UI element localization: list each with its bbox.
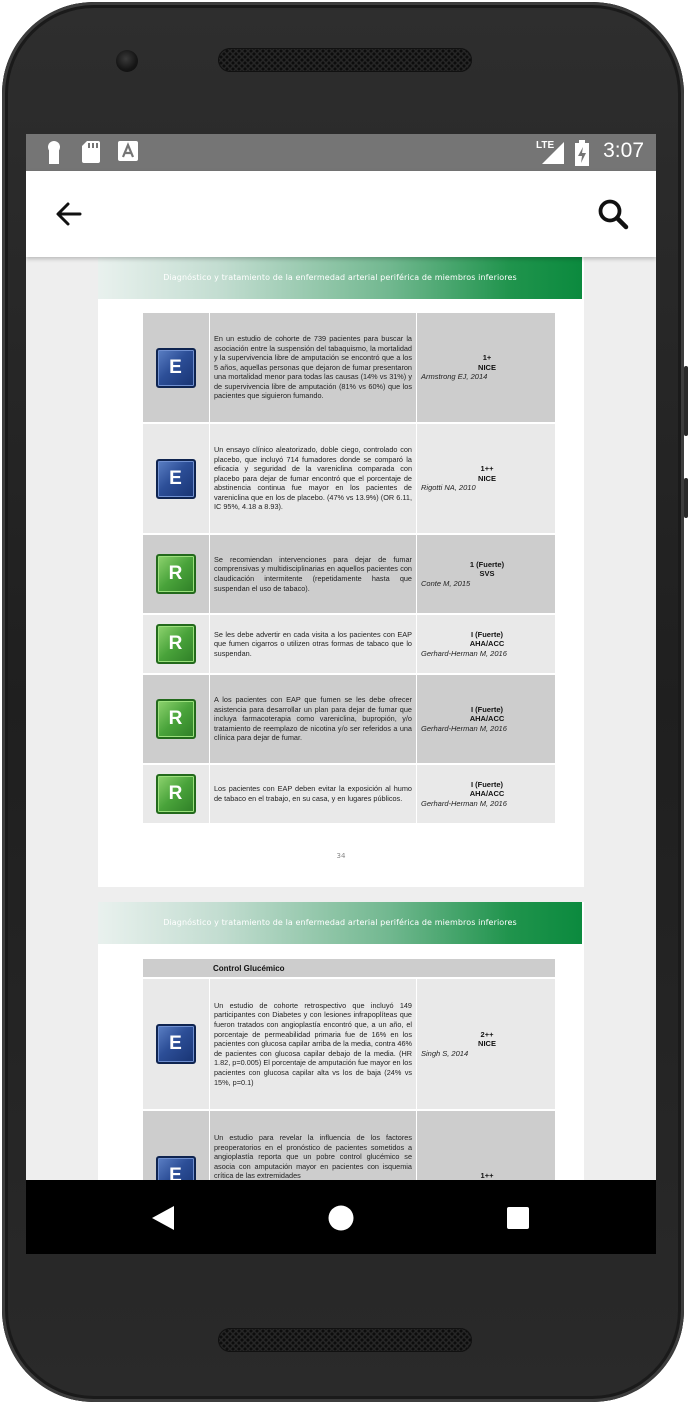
evidence-scale: NICE (478, 1039, 496, 1049)
badge-cell (143, 424, 208, 533)
level-cell (419, 675, 555, 763)
level-cell (419, 979, 555, 1109)
level-cell (419, 765, 555, 823)
level-cell (419, 615, 555, 673)
table-row (143, 615, 555, 673)
text-cell (209, 675, 417, 763)
top-speaker-grille (218, 48, 472, 72)
text-cell (209, 535, 417, 613)
text-cell (209, 979, 417, 1109)
evidence-scale: SVS (479, 569, 495, 579)
text-cell (209, 765, 417, 823)
evidence-level: 1+ (482, 353, 492, 363)
evidence-reference: Singh S, 2014 (421, 1048, 469, 1058)
row-text: Un ensayo clínico aleatorizado, doble ciego, controlado con placebo, que incluyó 714 fumadores donde se comparó la eficacia y seguridad de la vareniclina comparada con placebo para dejar de fumar encontró que el porcentaje de abstinencia continua fue mayor en los pacientes de vareniclina que en los de placebo. (47% vs 13.9%) (OR 6.11, IC 95%, 4.18 a 8.93). (214, 444, 412, 512)
evidence-level: I (Fuerte) (470, 704, 504, 714)
page-number: 34 (336, 852, 346, 860)
sd-card-icon (82, 141, 100, 163)
row-text: Se les debe advertir en cada visita a los pacientes con EAP que fumen cigarros o utilizen otras formas de tabaco que lo suspendan. (214, 629, 412, 658)
power-button (684, 478, 688, 518)
page-header: Diagnóstico y tratamiento de la enfermedad arterial periférica de miembros inferiores (98, 257, 582, 299)
battery-charging-icon (574, 140, 590, 166)
evidence-level: I (Fuerte) (470, 779, 504, 789)
evidence-level: 2++ (480, 1029, 494, 1039)
table-row (143, 675, 555, 763)
recommendation-badge: R (156, 624, 196, 664)
evidence-scale: AHA/ACC (469, 714, 505, 724)
evidence-reference: Gerhard-Herman M, 2016 (421, 648, 507, 658)
evidence-level: I (Fuerte) (470, 629, 504, 639)
row-text: Los pacientes con EAP deben evitar la exposición al humo de tabaco en el trabajo, en su casa, y en lugares públicos. (214, 784, 412, 803)
table-row (143, 1111, 555, 1180)
level-cell (419, 313, 555, 422)
keyhole-icon (46, 141, 62, 165)
status-bar (26, 134, 656, 171)
evidence-reference: Gerhard-Herman M, 2016 (421, 798, 507, 808)
row-text: En un estudio de cohorte de 739 pacientes para buscar la asociación entre la suspensión del tabaquismo, la mortalidad y la supervivencia libre de amputación se encontró que a los 5 años, aquellas personas que dejaron de fumar presentaron una mortalidad menor para todas las causas (14% vs 31%) y de supervivencia libre de amputación (81% vs 60%) que los pacientes que siguieron fumando. (214, 333, 412, 401)
evidence-badge: E (156, 348, 196, 388)
evidence-badge: E (156, 459, 196, 499)
badge-cell (143, 979, 208, 1109)
evidence-reference: Conte M, 2015 (421, 578, 471, 588)
row-text: A los pacientes con EAP que fumen se les debe ofrecer asistencia para desarrollar un plan para dejar de fumar que incluya farmacoterapia como vareniclina, bupropión, y/o tratamiento de reemplazo de nicotina y/o ser referidos a una clínica para dejar de fumar. (214, 695, 412, 743)
level-cell (419, 535, 555, 613)
app-bar (26, 171, 656, 257)
table-row (143, 424, 555, 533)
badge-cell (143, 313, 208, 422)
evidence-badge: E (156, 1156, 196, 1180)
section-title: Control Glucémico (213, 963, 285, 973)
search-icon[interactable] (594, 195, 632, 233)
arrow-left-icon[interactable] (50, 195, 88, 233)
recommendation-badge: R (156, 699, 196, 739)
evidence-scale: AHA/ACC (469, 639, 505, 649)
table-row (143, 979, 555, 1109)
badge-cell (143, 615, 208, 673)
row-text: Un estudio para revelar la influencia de los factores preoperatorios en el pronóstico de pacientes sometidos a angioplastía reporta que un pobre control glucémico se asocia con amputación mayor en pacientes con isquemia crítica de las extremidades (214, 1133, 412, 1180)
triangle-back-icon[interactable] (148, 1202, 180, 1234)
text-a-icon (118, 141, 138, 161)
evidence-reference: Rigotti NA, 2010 (421, 483, 476, 493)
row-text: Se recomiendan intervenciones para dejar de fumar comprensivas y multidisciplinarias en aquellos pacientes con claudicación intermitente (repetidamente hasta que suspendan el uso de tabaco). (214, 554, 412, 593)
text-cell (209, 424, 417, 533)
evidence-level: 1 (Fuerte) (469, 559, 505, 569)
screen (26, 134, 656, 1254)
recommendation-badge: R (156, 554, 196, 594)
system-nav-bar (26, 1180, 656, 1254)
evidence-scale: NICE (478, 473, 496, 483)
section-title-cell (209, 959, 417, 977)
bottom-speaker-grille (218, 1328, 472, 1352)
evidence-level: 1++ (480, 464, 494, 474)
badge-cell (143, 675, 208, 763)
table-row (143, 313, 555, 422)
section-header-row (143, 959, 555, 977)
evidence-reference: Gerhard-Herman M, 2016 (421, 723, 507, 733)
front-camera (116, 50, 138, 72)
document-viewer[interactable] (26, 257, 656, 1180)
clock: 3:07 (603, 139, 644, 162)
document-page (98, 902, 584, 1180)
badge-cell (143, 1111, 208, 1180)
recommendation-badge: R (156, 774, 196, 814)
evidence-level: 1++ (480, 1171, 494, 1180)
lte-signal-icon (542, 142, 564, 164)
text-cell (209, 313, 417, 422)
badge-cell (143, 765, 208, 823)
evidence-badge: E (156, 1024, 196, 1064)
network-type-label: LTE (536, 140, 555, 151)
level-cell (419, 424, 555, 533)
text-cell (209, 615, 417, 673)
circle-home-icon[interactable] (325, 1202, 357, 1234)
evidence-reference: Armstrong EJ, 2014 (421, 372, 488, 382)
table-row (143, 765, 555, 823)
text-cell (209, 1111, 417, 1180)
square-recents-icon[interactable] (502, 1202, 534, 1234)
evidence-scale: AHA/ACC (469, 789, 505, 799)
badge-cell (143, 535, 208, 613)
page-header: Diagnóstico y tratamiento de la enfermedad arterial periférica de miembros inferiores (98, 902, 582, 944)
row-text: Un estudio de cohorte retrospectivo que incluyó 149 participantes con Diabetes y con lesiones infrapoplíteas que fueron tratados con angioplastía encontró que, a un año, el porcentaje de permeabilidad primaria fue de 16% en los pacientes con glucosa capilar arriba de la media, contra 46% de pacientes con glucosa capilar debajo de la media. (HR 1.82, p=0.005) El porcentaje de amputación fue mayor en los pacientes con glucosa capilar alta vs los de baja (24% vs 15%, p=0.1) (214, 1000, 412, 1087)
document-page (98, 257, 584, 887)
table-row (143, 535, 555, 613)
level-cell (419, 1111, 555, 1180)
volume-button (684, 366, 688, 436)
evidence-scale: NICE (478, 362, 496, 372)
